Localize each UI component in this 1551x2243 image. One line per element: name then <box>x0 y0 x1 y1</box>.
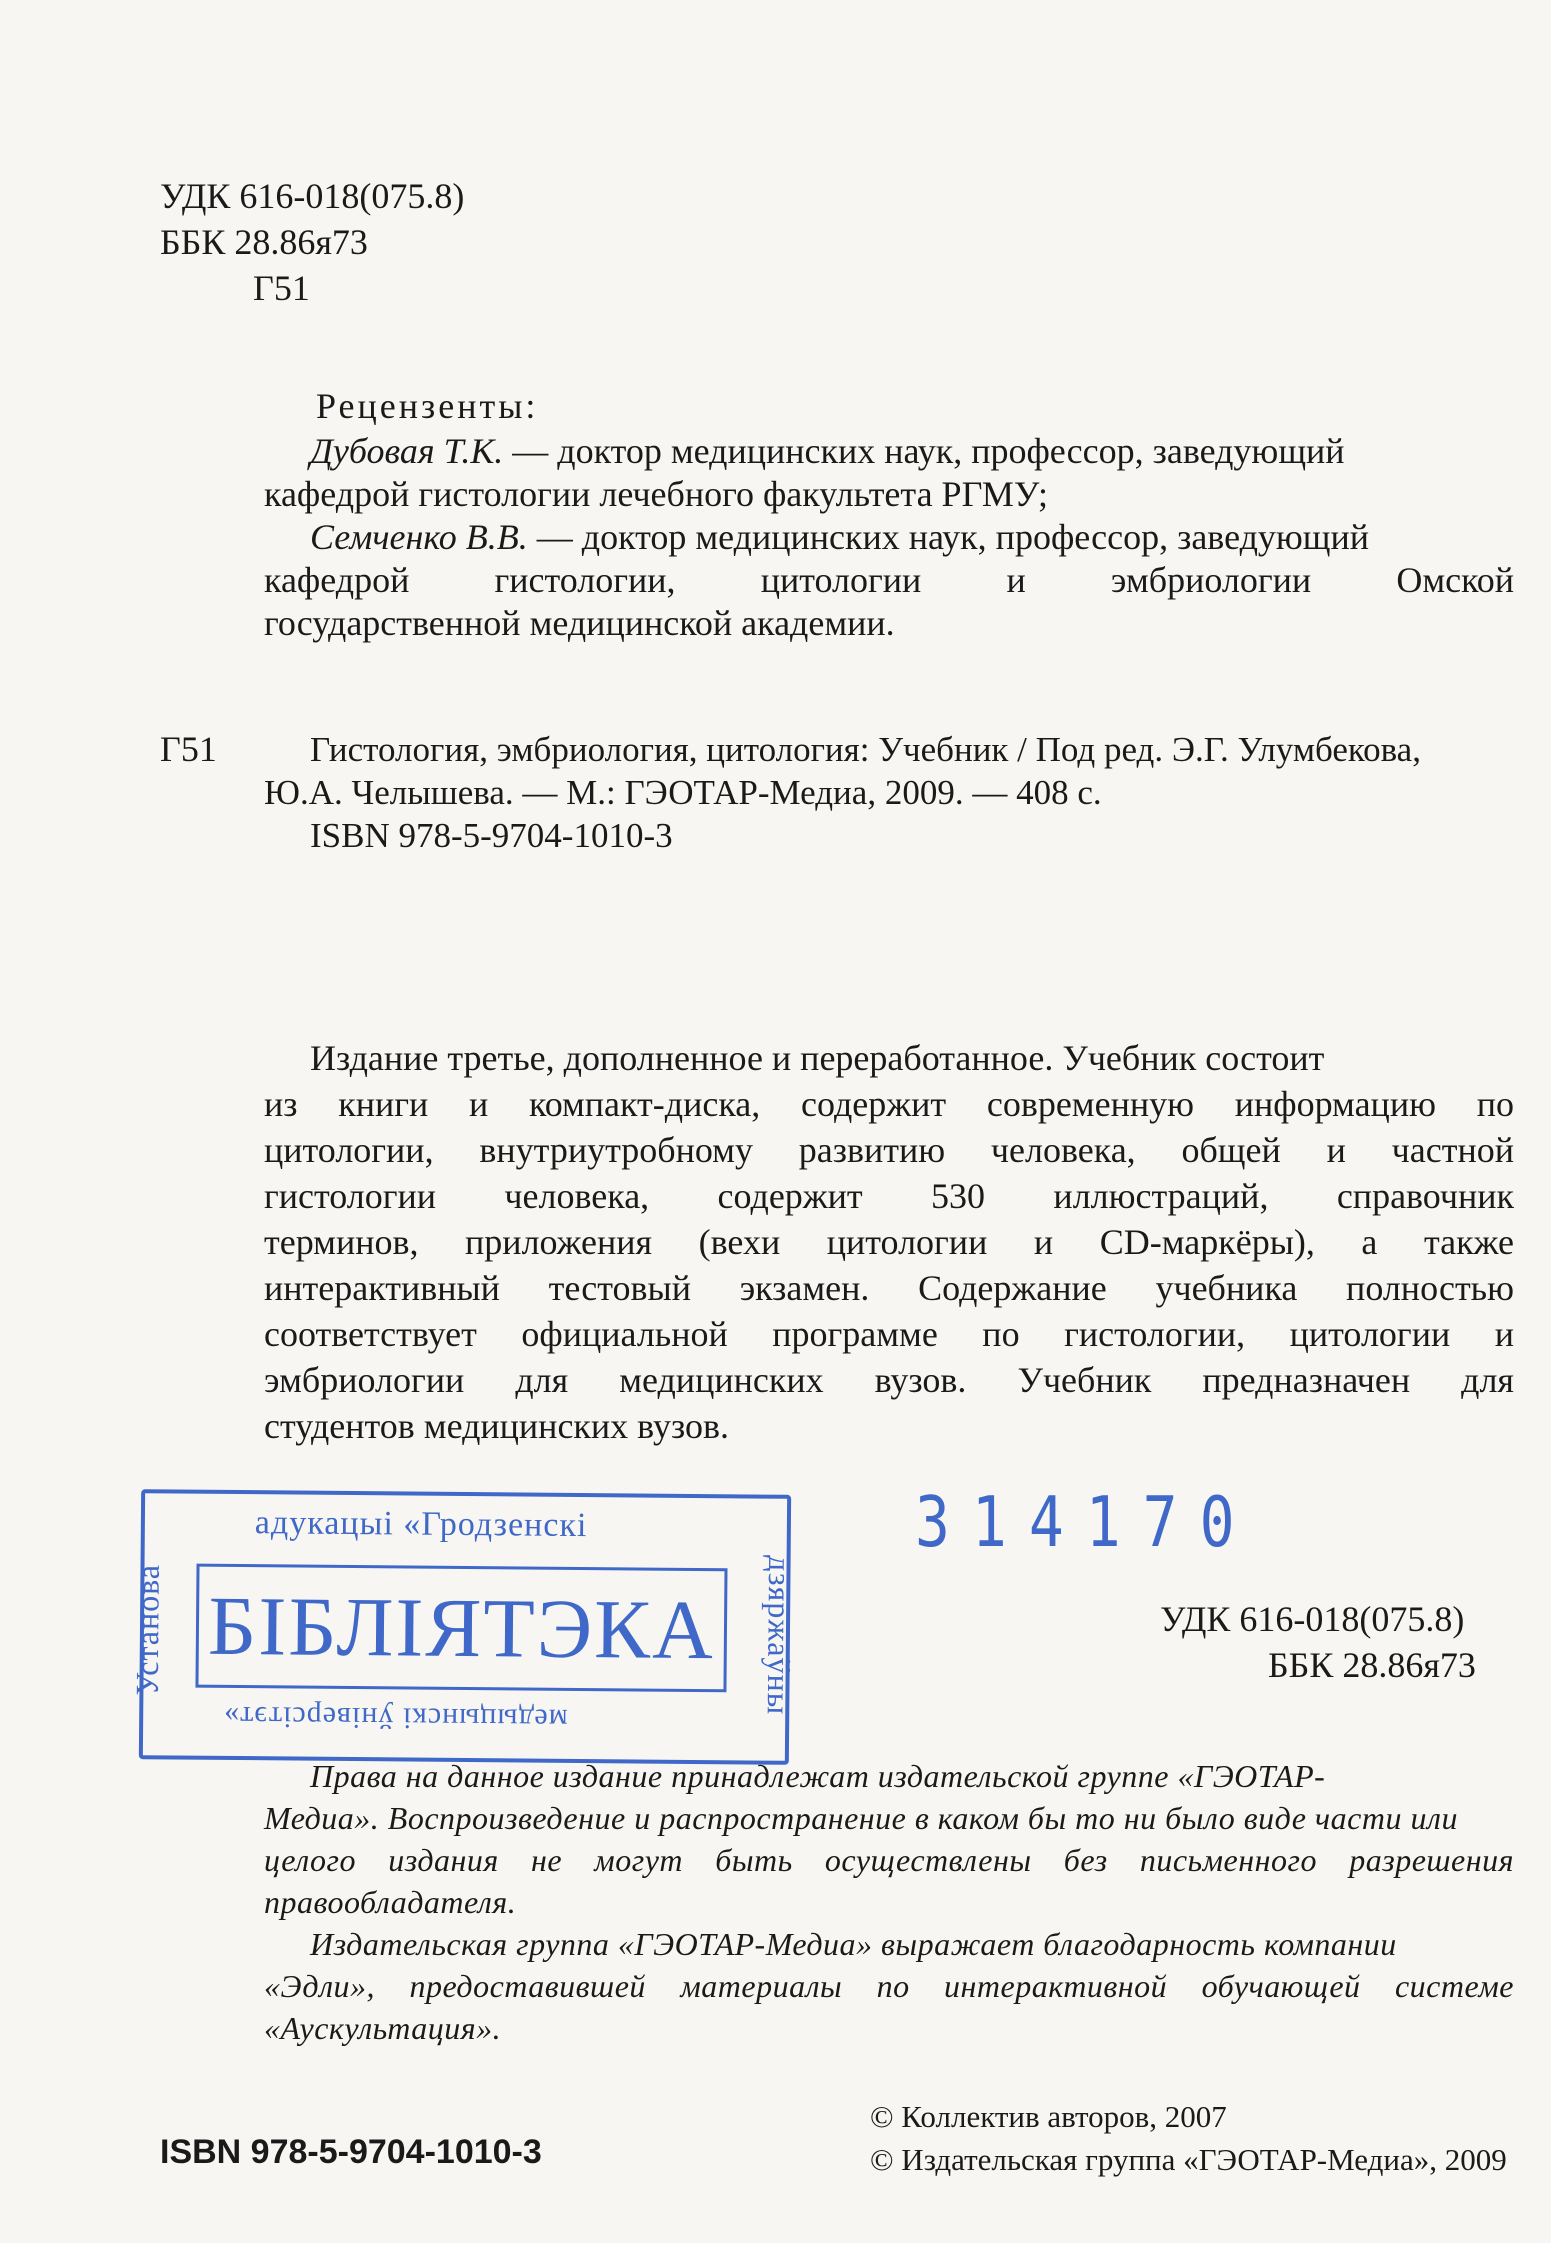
abstract-line-9: студентов медицинских вузов. <box>264 1406 729 1446</box>
rights-line-1: Права на данное издание принадлежат издательской группе «ГЭОТАР- <box>310 1758 1326 1794</box>
footer-isbn: ISBN 978-5-9704-1010-3 <box>160 2133 542 2171</box>
rights-line-3: целого издания не могут быть осуществлены без письменного разрешения <box>264 1842 1514 1878</box>
author-mark: Г51 <box>253 268 310 308</box>
abstract-line-1: Издание третье, дополненное и переработанное. Учебник состоит <box>310 1038 1325 1078</box>
reviewer-1-title: — доктор медицинских наук, профессор, заведующий <box>503 431 1345 471</box>
abstract-line-8: эмбриологии для медицинских вузов. Учебник предназначен для <box>264 1360 1514 1400</box>
inventory-number: 314170 <box>915 1481 1257 1563</box>
reviewer-1-name: Дубовая Т.К. <box>310 431 504 471</box>
reviewer-2-line-3: государственной медицинской академии. <box>264 603 895 643</box>
stamp-bottom-text: медыцынскі ўніверсітэт» <box>223 1699 568 1736</box>
rights-line-6: «Эдли», предоставившей материалы по интерактивной обучающей системе <box>264 1968 1514 2004</box>
reviewer-2-line-2: кафедрой гистологии, цитологии и эмбриологии Омской <box>264 560 1514 600</box>
rights-line-2: Медиа». Воспроизведение и распространение в каком бы то ни было виде части или <box>264 1800 1458 1836</box>
abstract-line-7: соответствует официальной программе по гистологии, цитологии и <box>264 1314 1514 1354</box>
reviewer-2-name: Семченко В.В. <box>310 517 528 557</box>
udk-code: УДК 616-018(075.8) <box>160 176 465 216</box>
reviewer-1-line-2: кафедрой гистологии лечебного факультета РГМУ; <box>264 474 1049 514</box>
library-stamp <box>128 1489 799 1765</box>
reviewer-2-line-1 <box>310 516 1369 559</box>
abstract-line-4: гистологии человека, содержит 530 иллюстраций, справочник <box>264 1176 1514 1216</box>
copyright-publisher: © Издательская группа «ГЭОТАР-Медиа», 2009 <box>870 2142 1507 2177</box>
bbk-code: ББК 28.86я73 <box>160 222 368 262</box>
copyright-authors: © Коллектив авторов, 2007 <box>870 2099 1227 2134</box>
reviewer-1-line-1 <box>310 430 1345 473</box>
catalog-line-1: Гистология, эмбриология, цитология: Учебник / Под ред. Э.Г. Улумбекова, <box>310 730 1421 769</box>
rights-line-4: правообладателя. <box>264 1884 517 1920</box>
catalog-line-2: Ю.А. Челышева. — М.: ГЭОТАР-Медиа, 2009. — 408 с. <box>264 773 1102 812</box>
stamp-main-text: БІБЛІЯТЭКА <box>207 1579 716 1678</box>
udk-code-right: УДК 616-018(075.8) <box>1160 1599 1465 1639</box>
catalog-isbn: ISBN 978-5-9704-1010-3 <box>310 816 673 855</box>
reviewers-title: Рецензенты: <box>316 386 539 426</box>
rights-line-7: «Аускультация». <box>264 2010 502 2046</box>
abstract-line-6: интерактивный тестовый экзамен. Содержание учебника полностью <box>264 1268 1514 1308</box>
bbk-code-right: ББК 28.86я73 <box>1268 1645 1476 1685</box>
stamp-top-text: адукацыі «Гродзенскі <box>254 1504 588 1545</box>
catalog-mark: Г51 <box>160 729 217 769</box>
stamp-left-text: Установа <box>128 1563 166 1696</box>
abstract-line-2: из книги и компакт-диска, содержит современную информацию по <box>264 1084 1514 1124</box>
reviewer-2-title: — доктор медицинских наук, профессор, заведующий <box>527 517 1370 557</box>
stamp-right-text: дзяржаўны <box>760 1555 799 1716</box>
stamp-inner-frame <box>195 1564 727 1693</box>
abstract-line-5: терминов, приложения (вехи цитологии и CD-маркёры), а также <box>264 1222 1514 1262</box>
abstract-line-3: цитологии, внутриутробному развитию человека, общей и частной <box>264 1130 1514 1170</box>
rights-line-5: Издательская группа «ГЭОТАР-Медиа» выражает благодарность компании <box>310 1926 1397 1962</box>
